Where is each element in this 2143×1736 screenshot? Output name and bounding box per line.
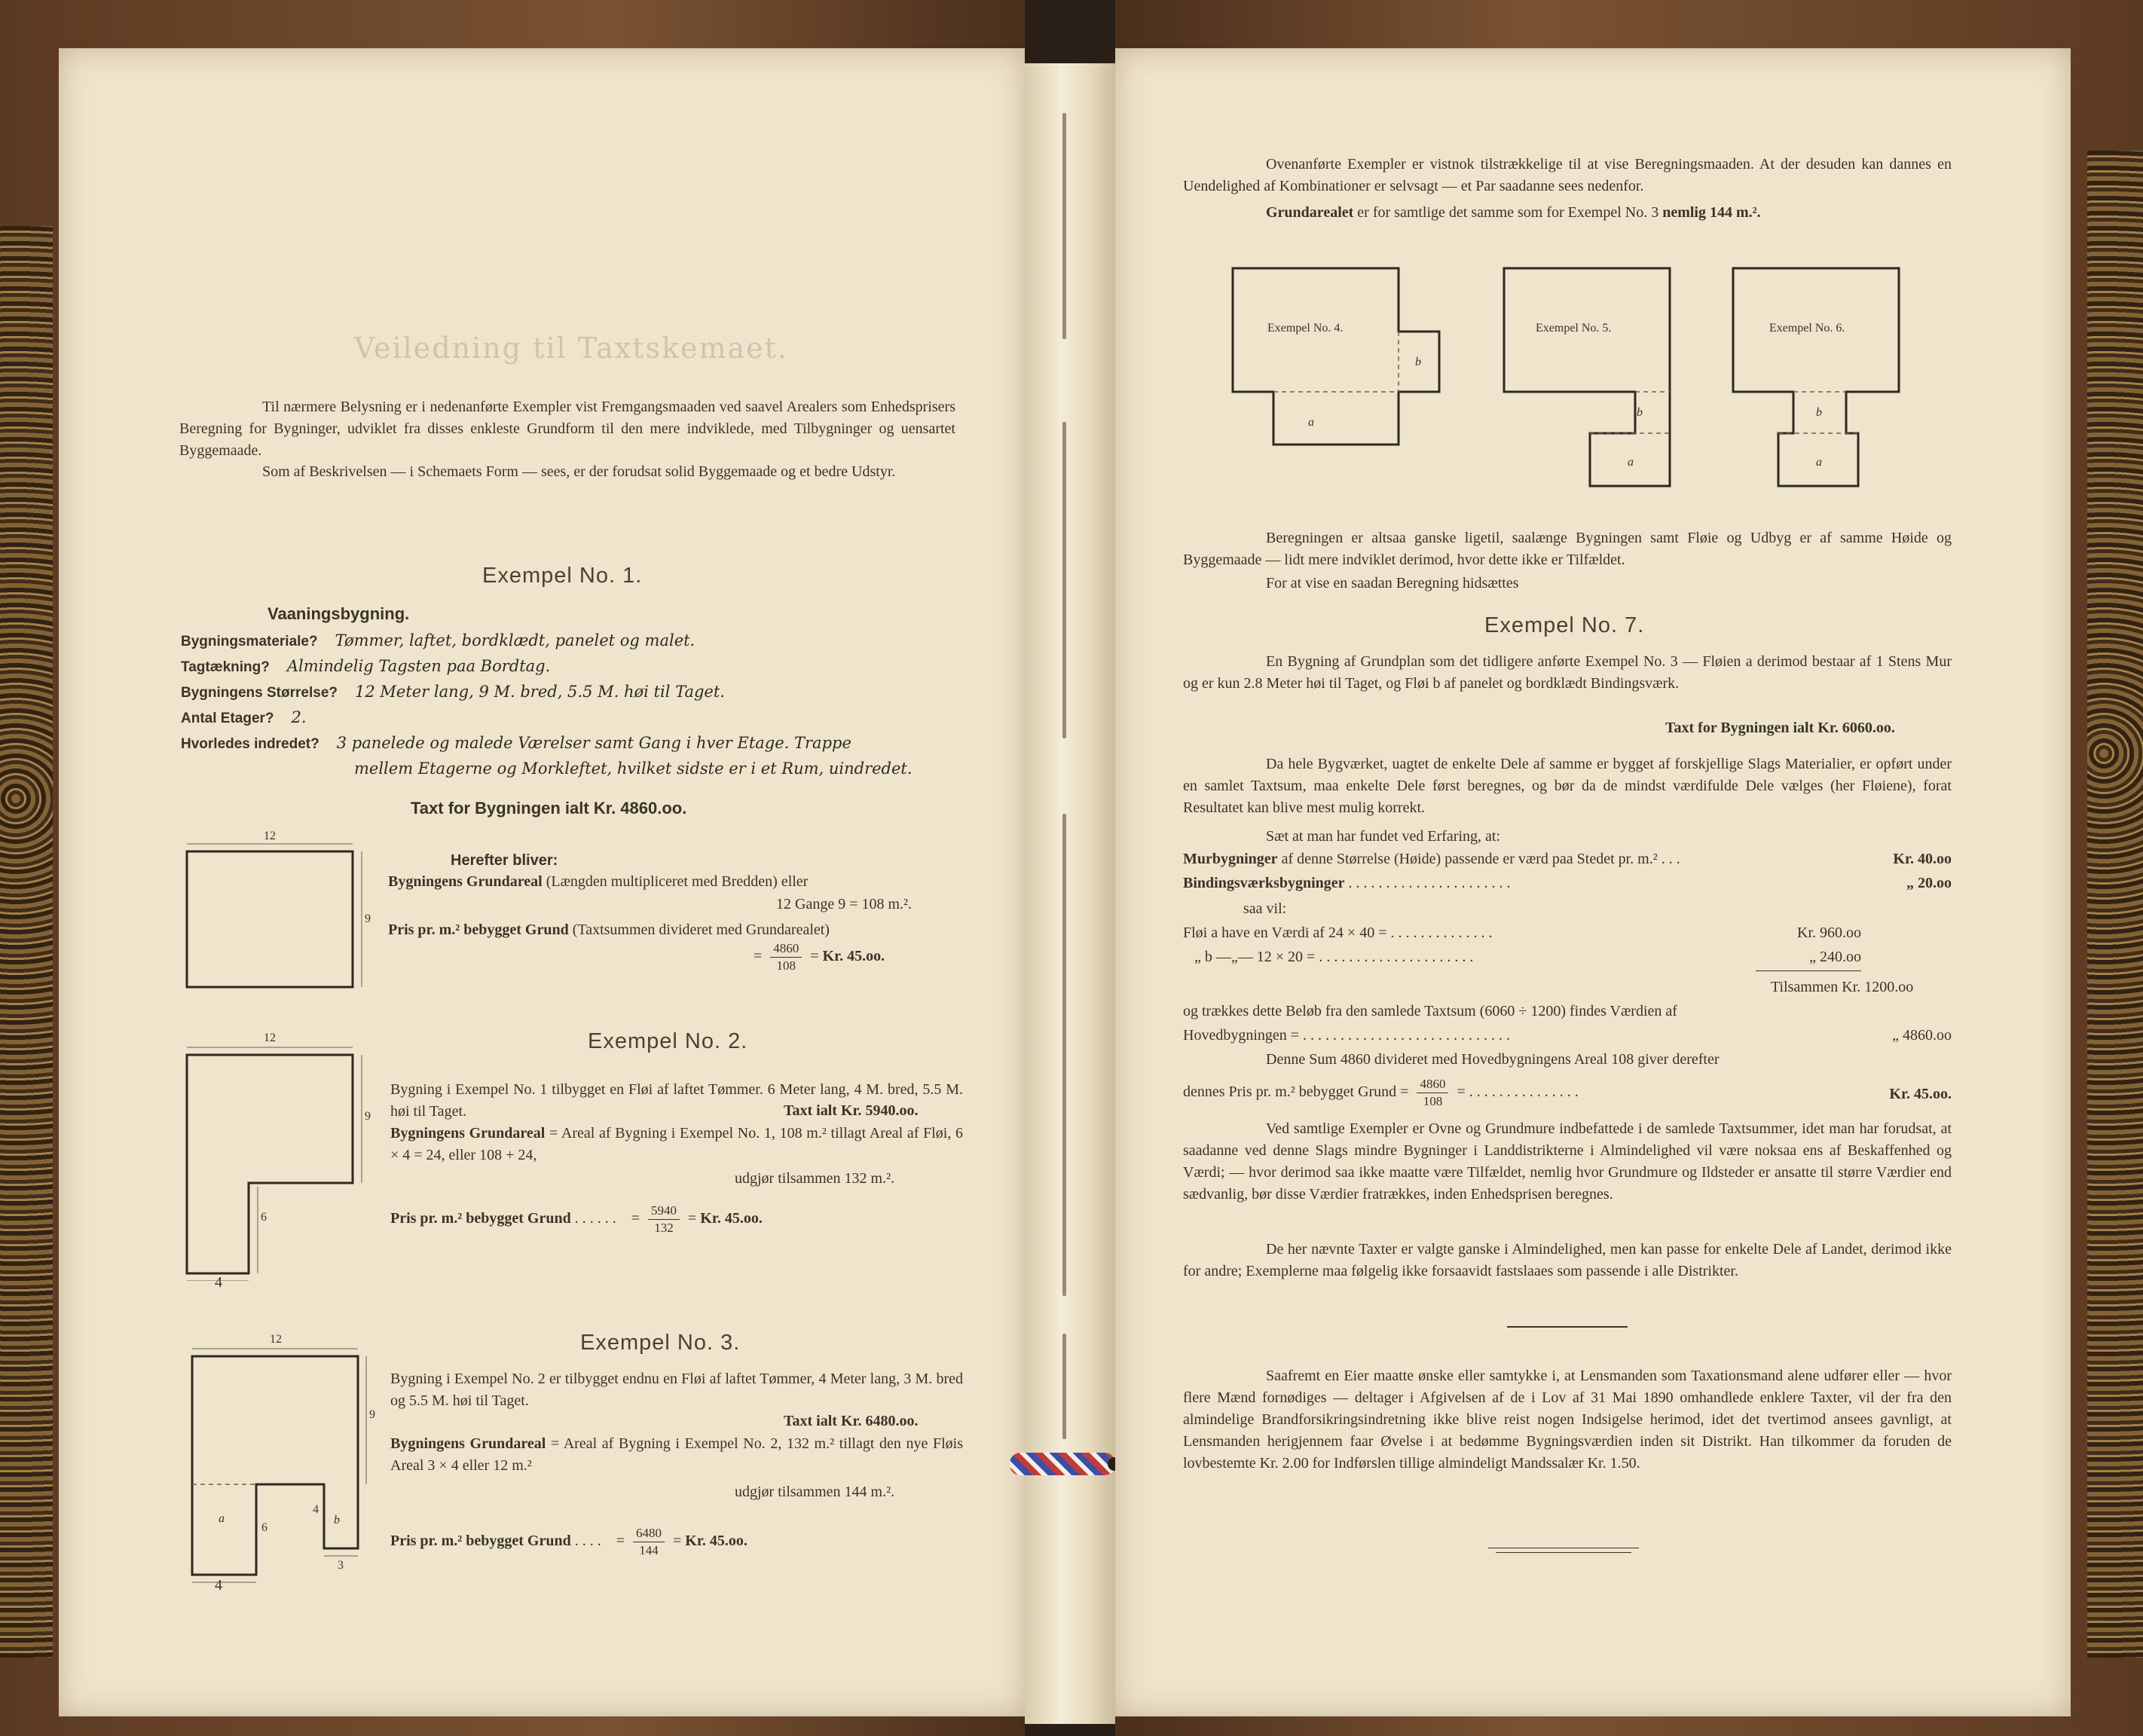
exempel-1-plan [173, 829, 377, 995]
beregning-paragraph: Beregningen er altsaa ganske ligetil, saalænge Bygningen samt Fløie og Udbyg er af samme Høide og Byggemaade — lidt mere indviklet derimod, hvor dette ikke er Tilfældet. [1183, 530, 1952, 568]
beregning-paragraph-2: For at vise en saadan Beregning hidsættes [1266, 575, 1519, 591]
label-b: b [1637, 406, 1643, 419]
dim-side: 9 [365, 912, 371, 925]
dim-top: 12 [264, 1032, 276, 1044]
dennes-result: Kr. 45.oo. [1889, 1086, 1952, 1102]
exempel-2-heading: Exempel No. 2. [588, 1029, 748, 1053]
example-plans-4-6 [1221, 256, 1914, 497]
fraction-denominator: 108 [1423, 1094, 1443, 1108]
schema-label: Bygningens Størrelse? [181, 685, 338, 701]
fig-label-5: Exempel No. 5. [1536, 322, 1612, 335]
schema-label: Hvorledes indredet? [181, 736, 319, 752]
exempel-7-taxt-text: Taxt for Bygningen ialt Kr. 6060.oo. [1665, 720, 1895, 736]
intro-paragraph-2: Som af Beskrivelsen — i Schemaets Form — sees, er der forudsat solid Byggemaade og et bedre Udstyr. [262, 463, 896, 480]
fraction-numerator: 6480 [633, 1525, 665, 1542]
exempel-3-udgjor: udgjør tilsammen 144 m.². [735, 1484, 895, 1500]
exempel-2-taxt: Taxt ialt Kr. 5940.oo. [784, 1102, 919, 1119]
exempel-2-text: Bygning i Exempel No. 1 tilbygget en Fløi af laftet Tømmer. 6 Meter lang, 4 M. bred, 5.5 M. høi til Taget. [390, 1081, 963, 1120]
floi-a-row [1183, 922, 1861, 944]
floi-a-text: Fløi a have en Værdi af 24 × 40 = . . . . . . . . . . . . . . [1183, 925, 1493, 941]
exempel-2-pris: Pris pr. m.² bebygget Grund . . . . . . = $\frac{5940}{132}$ = Kr. 45.oo. [390, 1203, 763, 1235]
exempel-2-plan [173, 1025, 377, 1281]
grundareal-note-text: er for samtlige det samme som for Exempel No. 3 [1357, 204, 1659, 221]
lensmand-paragraph: Saafremt en Eier maatte ønske eller samtykke i, at Lensmanden som Taxationsmand alene udfører eller — hvor flere Mænd fornødiges — deltager i Afgivelsen af de i Lov af 31 Mai 1890 omhandlede enklere Taxter, vil der fra den almindelige Brandforsikringsindretning ikke blive reist nogen Indsigelse herimod, idet det tvertimod ansees gavnligt, at Lensmanden herigjennem faar Øvelse i at bedømme Bygningsværdien inden sit Distrikt. Han tilkommer da foruden de lovbestemte Kr. 2.00 for Indførslen tillige almindeligt Mandssalær Kr. 1.50. [1183, 1368, 1952, 1472]
exempel-3-pris: Pris pr. m.² bebygget Grund . . . . = $\frac{6480}{144}$ = Kr. 45.oo. [390, 1526, 747, 1557]
grundareal-line [388, 871, 808, 893]
fraction [633, 1525, 665, 1559]
marbled-edge-left [0, 226, 53, 1658]
plan-outline [192, 1356, 358, 1575]
schema-row [181, 707, 965, 732]
mur-label: Murbygninger [1183, 851, 1278, 867]
sum-rule [1756, 970, 1861, 971]
grundareal-text: (Længden multipliceret med Bredden) eller [546, 873, 809, 890]
grundareal-text: = Areal af Bygning i Exempel No. 2, 132 m.² tillagt den nye Fløis Areal 3 × 4 eller 12 m.² [390, 1435, 964, 1474]
schema-row [181, 656, 965, 681]
pris-calc: = $\frac{4860}{108}$ = Kr. 45.oo. [754, 941, 885, 973]
dim-top: 12 [264, 830, 276, 842]
fraction [648, 1203, 680, 1236]
dim-3: 3 [338, 1559, 344, 1572]
dim-side: 9 [365, 1110, 371, 1123]
ovne-paragraph: Ved samtlige Exempler er Ovne og Grundmure indbefattede i de samlede Taxtsummer, idet man har forudsat, at saadanne ved denne Slags mindre Bygninger i Landdistrikterne i Almindelighed vil være noksaa ens af Beskaffenhed og Værdi; — hvor derimod saa ikke maatte være Tilfældet, nemlig hvor Grundmure og Ildsteder er ansatte til større Værdier end sædvanlig, bør disse Værdier fratrækkes, inden Enhedsprisen beregnes. [1183, 1120, 1952, 1203]
fraction-denominator: 132 [654, 1221, 674, 1235]
exempel-1-heading: Exempel No. 1. [482, 564, 643, 588]
pris-label: Pris pr. m.² bebygget Grund [390, 1210, 571, 1227]
mur-value: Kr. 40.oo [1893, 851, 1952, 867]
pris-text: (Taxtsummen divideret med Grundarealet) [572, 921, 830, 938]
pris-line [388, 919, 830, 941]
schema-label: Antal Etager? [181, 711, 274, 726]
end-rule [1496, 1552, 1631, 1553]
schema-value-cont: mellem Etagerne og Morkleftet, hvilket sidste er i et Rum, uindredet. [354, 760, 913, 778]
grundareal-text: = Areal af Bygning i Exempel No. 1, 108 m.² tillagt Areal af Fløi, 6 × 4 = 24, eller 108 + 24, [390, 1125, 963, 1163]
pris-label: Pris pr. m.² bebygget Grund [390, 1533, 571, 1550]
floi-a-value: Kr. 960.oo [1797, 925, 1861, 941]
dim-top: 12 [270, 1333, 282, 1346]
floi-b-text: „ b —„— 12 × 20 = . . . . . . . . . . . . . . . . . . . . . [1194, 949, 1474, 965]
exempel-3-plan [173, 1326, 377, 1590]
schema-row [181, 681, 965, 707]
dennes-text: dennes Pris pr. m.² bebygget Grund = [1183, 1083, 1409, 1101]
denne-line: Denne Sum 4860 divideret med Hovedbygningens Areal 108 giver derefter [1266, 1051, 1720, 1068]
binding-stitch [1062, 113, 1066, 339]
exempel-7-saet: Sæt at man har fundet ved Erfaring, at: [1266, 828, 1501, 845]
fraction-numerator: 4860 [770, 940, 802, 958]
grundareal-label: Bygningens Grundareal [388, 873, 543, 890]
mur-text: af denne Størrelse (Høide) passende er værd paa Stedet pr. m.² . . . [1281, 851, 1680, 867]
dennes-dots: = . . . . . . . . . . . . . . . [1457, 1083, 1579, 1101]
exempel-3-heading: Exempel No. 3. [580, 1331, 741, 1355]
grundareal-note-label: Grundarealet [1266, 204, 1354, 221]
schema-value: 3 panelede og malede Værelser samt Gang i hver Etage. Trappe [336, 734, 851, 752]
fraction-numerator: 5940 [648, 1203, 680, 1220]
dim-wing: 6 [261, 1211, 267, 1224]
grundareal-label: Bygningens Grundareal [390, 1435, 546, 1452]
plan-exempel-5 [1504, 268, 1670, 486]
exempel-2-udgjor: udgjør tilsammen 132 m.². [735, 1170, 895, 1187]
dim-bottom: 4 [215, 1274, 222, 1291]
taxter-paragraph: De her nævnte Taxter er valgte ganske i Almindelighed, men kan passe for enkelte Dele af Landet, derimod ikke for andre; Exemplerne maa følgelig ikke forsaavidt fastslaaes som passende i alle Distrikter. [1183, 1241, 1952, 1279]
hoved-value: „ 4860.oo [1892, 1027, 1952, 1044]
label-a: a [1816, 456, 1822, 469]
label-a: a [219, 1512, 225, 1525]
exempel-7-text: En Bygning af Grundplan som det tidligere anførte Exempel No. 3 — Fløien a derimod bestaar af 1 Stens Mur og er kun 2.8 Meter høi til Taget, og Fløi b af panelet og bordklædt Bindingsværk. [1183, 653, 1952, 692]
exempel-3-taxt: Taxt ialt Kr. 6480.oo. [784, 1413, 919, 1429]
binding-stitch [1062, 422, 1066, 738]
marbled-edge-right [2087, 151, 2143, 1658]
exempel-1-subtitle: Vaaningsbygning. [267, 604, 410, 623]
hoved-text: Hovedbygningen = . . . . . . . . . . . . . . . . . . . . . . . . . . . . [1183, 1027, 1511, 1044]
tilsammen: Tilsammen Kr. 1200.oo [1771, 979, 1914, 995]
exempel-3-grundareal [390, 1433, 963, 1477]
plan-exempel-4 [1233, 268, 1439, 445]
hoved-row [1183, 1025, 1952, 1047]
dim-4: 4 [313, 1503, 319, 1516]
fraction-denominator: 108 [776, 958, 796, 973]
dim-bottom: 4 [215, 1577, 222, 1594]
plan-exempel-6 [1733, 268, 1899, 486]
grundareal-note [1266, 202, 1761, 224]
floi-b-value: „ 240.oo [1809, 949, 1861, 965]
exempel-1-taxt: Taxt for Bygningen ialt Kr. 4860.oo. [411, 799, 687, 818]
fig-label-4: Exempel No. 4. [1267, 322, 1344, 335]
schema-value: Almindelig Tagsten paa Bordtag. [286, 657, 551, 675]
binding-stitch [1062, 1334, 1066, 1439]
label-a: a [1628, 456, 1634, 469]
binding-stitch [1062, 814, 1066, 1296]
pris-result: Kr. 45.oo. [700, 1210, 763, 1227]
dim-side: 9 [369, 1408, 375, 1421]
label-a: a [1308, 416, 1314, 429]
dim-6: 6 [261, 1521, 267, 1534]
schema-value: Tømmer, laftet, bordklædt, panelet og malet. [335, 631, 695, 649]
schema-value: 12 Meter lang, 9 M. bred, 5.5 M. høi til Taget. [355, 683, 725, 701]
bind-value: „ 20.oo [1906, 875, 1952, 891]
exempel-7-paragraph: Da hele Bygværket, uagtet de enkelte Dele af samme er bygget af forskjellige Slags Materialier, er opført under en samlet Taxtsum, maa enkelte Dele først beregnes, og bør da de mindst værdifulde Dele vælges (her Fløiene), forat Resultatet kan blive mest mulig korrekt. [1183, 756, 1952, 816]
fraction [770, 940, 802, 974]
grundareal-note-end: nemlig 144 m.². [1662, 204, 1761, 221]
fraction-denominator: 144 [639, 1543, 659, 1557]
exempel-1-schema [181, 630, 965, 780]
trakkes-line: og trækkes dette Beløb fra den samlede Taxtsum (6060 ÷ 1200) findes Værdien af [1183, 1003, 1677, 1019]
label-b: b [334, 1514, 340, 1527]
intro-paragraph: Til nærmere Belysning er i nedenanførte Exempler vist Fremgangsmaaden ved saavel Arealers som Enhedsprisers Beregning for Bygninger, udviklet fra disses enkleste Grundform til den mere indviklede, med Tilbygninger og uensartet Byggemaade. [179, 399, 955, 459]
dennes-row [1183, 1076, 1952, 1110]
plan-outline [187, 1055, 353, 1273]
fraction-numerator: 4860 [1417, 1076, 1448, 1093]
herefter-label: Herefter bliver: [451, 852, 558, 869]
pris-result: Kr. 45.oo. [685, 1533, 747, 1550]
fraction [1417, 1076, 1448, 1110]
pris-label: Pris pr. m.² bebygget Grund [388, 921, 569, 938]
pris-result: Kr. 45.oo. [822, 948, 885, 965]
floi-b-row [1194, 946, 1861, 968]
binding-thread [1010, 1453, 1115, 1475]
bind-label: Bindingsværksbygninger [1183, 875, 1345, 891]
bind-row [1183, 873, 1952, 894]
grundareal-calc: 12 Gange 9 = 108 m.². [776, 896, 913, 912]
schema-label: Bygningsmateriale? [181, 634, 318, 649]
grundareal-label: Bygningens Grundareal [390, 1125, 546, 1142]
saa-vil: saa vil: [1243, 900, 1287, 917]
ghost-title: Veiledning til Taxtskemaet. [354, 332, 789, 365]
bind-dots: . . . . . . . . . . . . . . . . . . . . . . [1348, 875, 1511, 891]
right-intro: Ovenanførte Exempler er vistnok tilstrækkelige til at vise Beregningsmaaden. At der desuden kan dannes en Uendelighed af Kombinationer er selvsagt — et Par saadanne sees nedenfor. [1183, 156, 1952, 194]
label-b: b [1415, 356, 1421, 368]
section-rule [1507, 1326, 1628, 1328]
exempel-2-grundareal [390, 1123, 963, 1166]
exempel-7-heading: Exempel No. 7. [1484, 613, 1645, 637]
mur-row [1183, 848, 1952, 870]
fig-label-6: Exempel No. 6. [1769, 322, 1845, 335]
schema-label: Tagtækning? [181, 659, 270, 675]
schema-row [181, 630, 965, 656]
exempel-3-text: Bygning i Exempel No. 2 er tilbygget endnu en Fløi af laftet Tømmer, 4 Meter lang, 3 M. bred og 5.5 M. høi til Taget. [390, 1371, 963, 1409]
label-b: b [1816, 406, 1822, 419]
plan-outline [187, 851, 353, 987]
exempel-7-taxt [1665, 717, 1895, 739]
schema-value: 2. [291, 708, 307, 726]
schema-row [181, 732, 965, 758]
